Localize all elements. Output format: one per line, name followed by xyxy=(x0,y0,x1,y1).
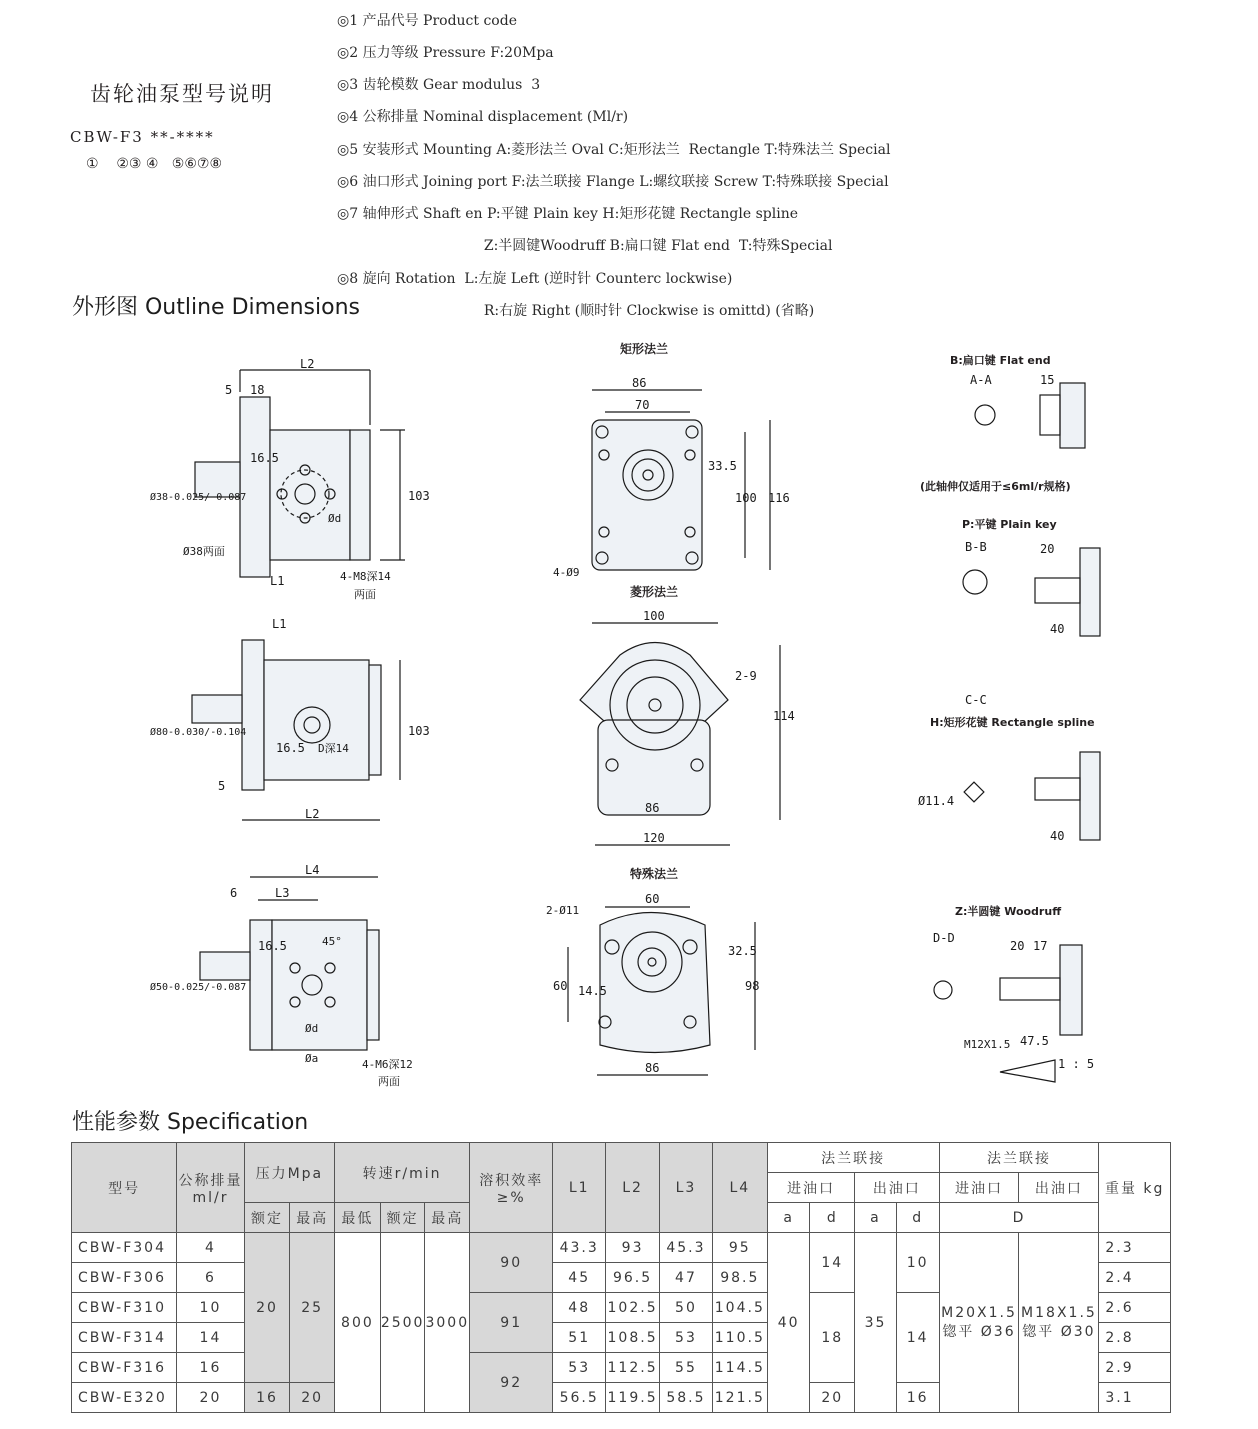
dim-2-h11: 2-Ø11 xyxy=(546,904,580,917)
outline-heading: 外形图 Outline Dimensions xyxy=(72,295,360,320)
spec-heading: 性能参数 Specification xyxy=(72,1110,309,1135)
hdr-pressure: 压力Mpa xyxy=(244,1143,334,1203)
hdr-flange-2: 法兰联接 xyxy=(939,1143,1099,1173)
cell-p-rated: 20 xyxy=(244,1233,290,1383)
caption-spline: H:矩形花键 Rectangle spline xyxy=(930,716,1095,729)
cell-L1: 56.5 xyxy=(553,1383,606,1413)
dim-L4: L4 xyxy=(305,863,320,877)
legend-line-1: ◎1 产品代号 Product code xyxy=(337,13,517,29)
legend-line-8: Z:半圆键Woodruff B:扁口键 Flat end T:特殊Special xyxy=(337,238,833,254)
cell-weight: 2.6 xyxy=(1099,1293,1171,1323)
cell-L4: 95 xyxy=(712,1233,767,1263)
front-view-rect xyxy=(592,390,770,570)
cell-disp: 14 xyxy=(177,1323,245,1353)
cell-out-d3: 16 xyxy=(896,1383,939,1413)
dim-60-b: 60 xyxy=(553,979,568,993)
dim-116: 116 xyxy=(768,491,790,505)
hdr-p-rated: 额定 xyxy=(244,1203,290,1233)
cell-s-min: 800 xyxy=(335,1233,381,1413)
legend-line-3: ◎3 齿轮模数 Gear modulus 3 xyxy=(337,77,541,93)
cell-D-out: M18X1.5 锪平 Ø30 xyxy=(1019,1233,1099,1413)
hdr-s-min: 最低 xyxy=(335,1203,381,1233)
dim-86-b: 86 xyxy=(645,801,660,815)
dim-6: 6 xyxy=(230,886,238,900)
caption-rect-flange: 矩形法兰 xyxy=(620,342,669,356)
dim-120: 120 xyxy=(643,831,665,845)
hdr-eff: 溶积效率 ≥% xyxy=(470,1143,553,1233)
dim-15: 15 xyxy=(1040,373,1055,387)
cell-L3: 50 xyxy=(660,1293,713,1323)
dim-98: 98 xyxy=(745,979,760,993)
cell-weight: 2.4 xyxy=(1099,1263,1171,1293)
dim-5-a: 5 xyxy=(225,383,233,397)
cell-in-d2: 18 xyxy=(810,1293,855,1383)
side-view-special xyxy=(200,877,379,1050)
dim-2-9: 2-9 xyxy=(735,669,757,683)
dim-od-a: Ød xyxy=(328,512,342,525)
dim-4-h9: 4-Ø9 xyxy=(553,566,580,579)
dim-100-a: 100 xyxy=(735,491,757,505)
dim-BB: B-B xyxy=(965,540,987,554)
dim-17: 17 xyxy=(1033,939,1048,953)
dim-ratio: 1 : 5 xyxy=(1058,1057,1095,1071)
model-title: 齿轮油泵型号说明 xyxy=(90,82,274,106)
cell-L2: 102.5 xyxy=(606,1293,660,1323)
dim-two38: Ø38两面 xyxy=(183,545,225,558)
dim-L3: L3 xyxy=(275,886,290,900)
dim-86-c: 86 xyxy=(645,1061,660,1075)
hdr-inlet: 进油口 xyxy=(767,1173,854,1203)
dim-70: 70 xyxy=(635,398,650,412)
dim-114: 114 xyxy=(773,709,795,723)
dim-16-5-a: 16.5 xyxy=(250,451,279,465)
dim-47-5: 47.5 xyxy=(1020,1034,1049,1048)
dim-11-4: Ø11.4 xyxy=(918,794,955,808)
cell-model: CBW-F304 xyxy=(72,1233,177,1263)
cell-D-in: M20X1.5 锪平 Ø36 xyxy=(939,1233,1019,1413)
dim-oa: Øa xyxy=(305,1052,319,1065)
model-code-numbers: ① ②③ ④ ⑤⑥⑦⑧ xyxy=(86,156,223,172)
cell-p-max: 25 xyxy=(290,1233,335,1383)
dim-two-sides-a: 两面 xyxy=(354,588,376,601)
caption-flat-note: (此轴伸仅适用于≤6ml/r规格) xyxy=(920,480,1071,493)
hdr-p-max: 最高 xyxy=(290,1203,335,1233)
front-view-oval xyxy=(580,623,780,845)
cell-L2: 93 xyxy=(606,1233,660,1263)
dim-5-b: 5 xyxy=(218,779,226,793)
cell-disp: 20 xyxy=(177,1383,245,1413)
cell-L4: 114.5 xyxy=(712,1353,767,1383)
dim-33-5: 33.5 xyxy=(708,459,737,473)
cell-model: CBW-E320 xyxy=(72,1383,177,1413)
dim-18: 18 xyxy=(250,383,265,397)
dim-L2-a: L2 xyxy=(300,357,315,371)
cell-L2: 96.5 xyxy=(606,1263,660,1293)
side-view-rect xyxy=(195,370,405,577)
legend-line-4: ◎4 公称排量 Nominal displacement (Ml/r) xyxy=(337,109,629,125)
cell-p-rated-last: 16 xyxy=(244,1383,290,1413)
dim-16-5-c: 16.5 xyxy=(258,939,287,953)
hdr-d-in: d xyxy=(810,1203,855,1233)
dim-45deg: 45° xyxy=(322,935,342,948)
legend-line-10: R:右旋 Right (顺时针 Clockwise is omittd) (省略) xyxy=(337,303,815,319)
model-code-line: CBW-F3 **-**** xyxy=(70,128,215,146)
dim-shaft80: Ø80-0.030/-0.104 xyxy=(150,727,247,738)
hdr-L1: L1 xyxy=(553,1143,606,1233)
hdr-s-rated: 额定 xyxy=(380,1203,425,1233)
cell-L4: 121.5 xyxy=(712,1383,767,1413)
dim-100-b: 100 xyxy=(643,609,665,623)
hdr-model: 型号 xyxy=(72,1143,177,1233)
cell-L2: 119.5 xyxy=(606,1383,660,1413)
legend-line-5: ◎5 安装形式 Mounting A:菱形法兰 Oval C:矩形法兰 Rectangle T:特殊法兰 Special xyxy=(337,142,891,158)
cell-s-rated: 2500 xyxy=(380,1233,425,1413)
dim-103-b: 103 xyxy=(408,724,430,738)
cell-L3: 47 xyxy=(660,1263,713,1293)
caption-plain-key: P:平键 Plain key xyxy=(962,518,1057,531)
cell-model: CBW-F310 xyxy=(72,1293,177,1323)
legend-line-9: ◎8 旋向 Rotation L:左旋 Left (逆时针 Counterc lockwise) xyxy=(337,271,733,287)
cell-L4: 110.5 xyxy=(712,1323,767,1353)
cell-in-d1: 14 xyxy=(810,1233,855,1293)
cell-eff-b: 91 xyxy=(470,1293,553,1353)
dim-14-5: 14.5 xyxy=(578,984,607,998)
dim-16-5-b: 16.5 xyxy=(276,741,305,755)
cell-out-a: 35 xyxy=(855,1233,897,1413)
dim-L2-b: L2 xyxy=(305,807,320,821)
cell-L1: 43.3 xyxy=(553,1233,606,1263)
hdr-L4: L4 xyxy=(712,1143,767,1233)
hdr-D: D xyxy=(939,1203,1099,1233)
legend-line-2: ◎2 压力等级 Pressure F:20Mpa xyxy=(337,45,554,61)
hdr-weight: 重量 kg xyxy=(1099,1143,1171,1233)
cell-eff-c: 92 xyxy=(470,1353,553,1413)
dim-DD: D-D xyxy=(933,931,955,945)
table-row xyxy=(72,1233,1171,1263)
dim-two-sides-b: 两面 xyxy=(378,1075,400,1088)
cell-L4: 98.5 xyxy=(712,1263,767,1293)
hdr-disp: 公称排量 ml/r xyxy=(177,1143,245,1233)
hdr-s-max: 最高 xyxy=(425,1203,470,1233)
dim-40-b: 40 xyxy=(1050,829,1065,843)
caption-oval-flange: 菱形法兰 xyxy=(630,585,679,599)
dim-L1-b: L1 xyxy=(272,617,287,631)
dim-60-a: 60 xyxy=(645,892,660,906)
cell-L1: 48 xyxy=(553,1293,606,1323)
dim-40-a: 40 xyxy=(1050,622,1065,636)
cell-L2: 108.5 xyxy=(606,1323,660,1353)
dim-CC: C-C xyxy=(965,693,987,707)
dim-m6: 4-M6深12 xyxy=(362,1058,413,1071)
cell-weight: 3.1 xyxy=(1099,1383,1171,1413)
cell-disp: 10 xyxy=(177,1293,245,1323)
caption-special-flange: 特殊法兰 xyxy=(630,867,679,881)
cell-L1: 51 xyxy=(553,1323,606,1353)
cell-s-max: 3000 xyxy=(425,1233,470,1413)
dim-m8: 4-M8深14 xyxy=(340,570,391,583)
legend-line-6: ◎6 油口形式 Joining port F:法兰联接 Flange L:螺纹联接 Screw T:特殊联接 Special xyxy=(337,174,889,190)
cell-L3: 53 xyxy=(660,1323,713,1353)
hdr-L2: L2 xyxy=(606,1143,660,1233)
cell-p-max-last: 20 xyxy=(290,1383,335,1413)
dim-86-a: 86 xyxy=(632,376,647,390)
cell-weight: 2.8 xyxy=(1099,1323,1171,1353)
dim-L1-a: L1 xyxy=(270,574,285,588)
hdr-outlet-2: 出油口 xyxy=(1019,1173,1099,1203)
cell-disp: 6 xyxy=(177,1263,245,1293)
cell-disp: 16 xyxy=(177,1353,245,1383)
dim-m12: M12X1.5 xyxy=(964,1038,1011,1051)
dim-D14: D深14 xyxy=(318,742,349,755)
cell-in-d3: 20 xyxy=(810,1383,855,1413)
cell-weight: 2.3 xyxy=(1099,1233,1171,1263)
cell-L1: 45 xyxy=(553,1263,606,1293)
dim-AA: A-A xyxy=(970,373,992,387)
hdr-a-out: a xyxy=(855,1203,897,1233)
cell-out-d1: 10 xyxy=(896,1233,939,1293)
hdr-d-out: d xyxy=(896,1203,939,1233)
hdr-flange-1: 法兰联接 xyxy=(767,1143,939,1173)
cell-weight: 2.9 xyxy=(1099,1353,1171,1383)
hdr-a-in: a xyxy=(767,1203,810,1233)
cell-L1: 53 xyxy=(553,1353,606,1383)
dim-20-a: 20 xyxy=(1040,542,1055,556)
spec-table xyxy=(71,1142,1171,1413)
dim-103-a: 103 xyxy=(408,489,430,503)
hdr-outlet: 出油口 xyxy=(855,1173,939,1203)
cell-L2: 112.5 xyxy=(606,1353,660,1383)
cell-L3: 45.3 xyxy=(660,1233,713,1263)
cell-L4: 104.5 xyxy=(712,1293,767,1323)
cell-out-d2: 14 xyxy=(896,1293,939,1383)
cell-model: CBW-F314 xyxy=(72,1323,177,1353)
cell-in-a: 40 xyxy=(767,1233,810,1413)
cell-model: CBW-F306 xyxy=(72,1263,177,1293)
dim-shaft50: Ø50-0.025/-0.087 xyxy=(150,982,247,993)
dim-shaft38: Ø38-0.025/-0.087 xyxy=(150,492,247,503)
hdr-inlet-2: 进油口 xyxy=(939,1173,1019,1203)
hdr-L3: L3 xyxy=(660,1143,713,1233)
cell-L3: 55 xyxy=(660,1353,713,1383)
hdr-speed: 转速r/min xyxy=(335,1143,470,1203)
cell-L3: 58.5 xyxy=(660,1383,713,1413)
legend-line-7: ◎7 轴伸形式 Shaft en P:平键 Plain key H:矩形花键 Rectangle spline xyxy=(337,206,799,222)
dim-od-b: Ød xyxy=(305,1022,319,1035)
cell-eff-a: 90 xyxy=(470,1233,553,1293)
dim-32-5: 32.5 xyxy=(728,944,757,958)
cell-disp: 4 xyxy=(177,1233,245,1263)
caption-flat-end: B:扁口键 Flat end xyxy=(950,354,1051,367)
dim-20-b: 20 xyxy=(1010,939,1025,953)
caption-woodruff: Z:半圆键 Woodruff xyxy=(955,905,1062,918)
cell-model: CBW-F316 xyxy=(72,1353,177,1383)
